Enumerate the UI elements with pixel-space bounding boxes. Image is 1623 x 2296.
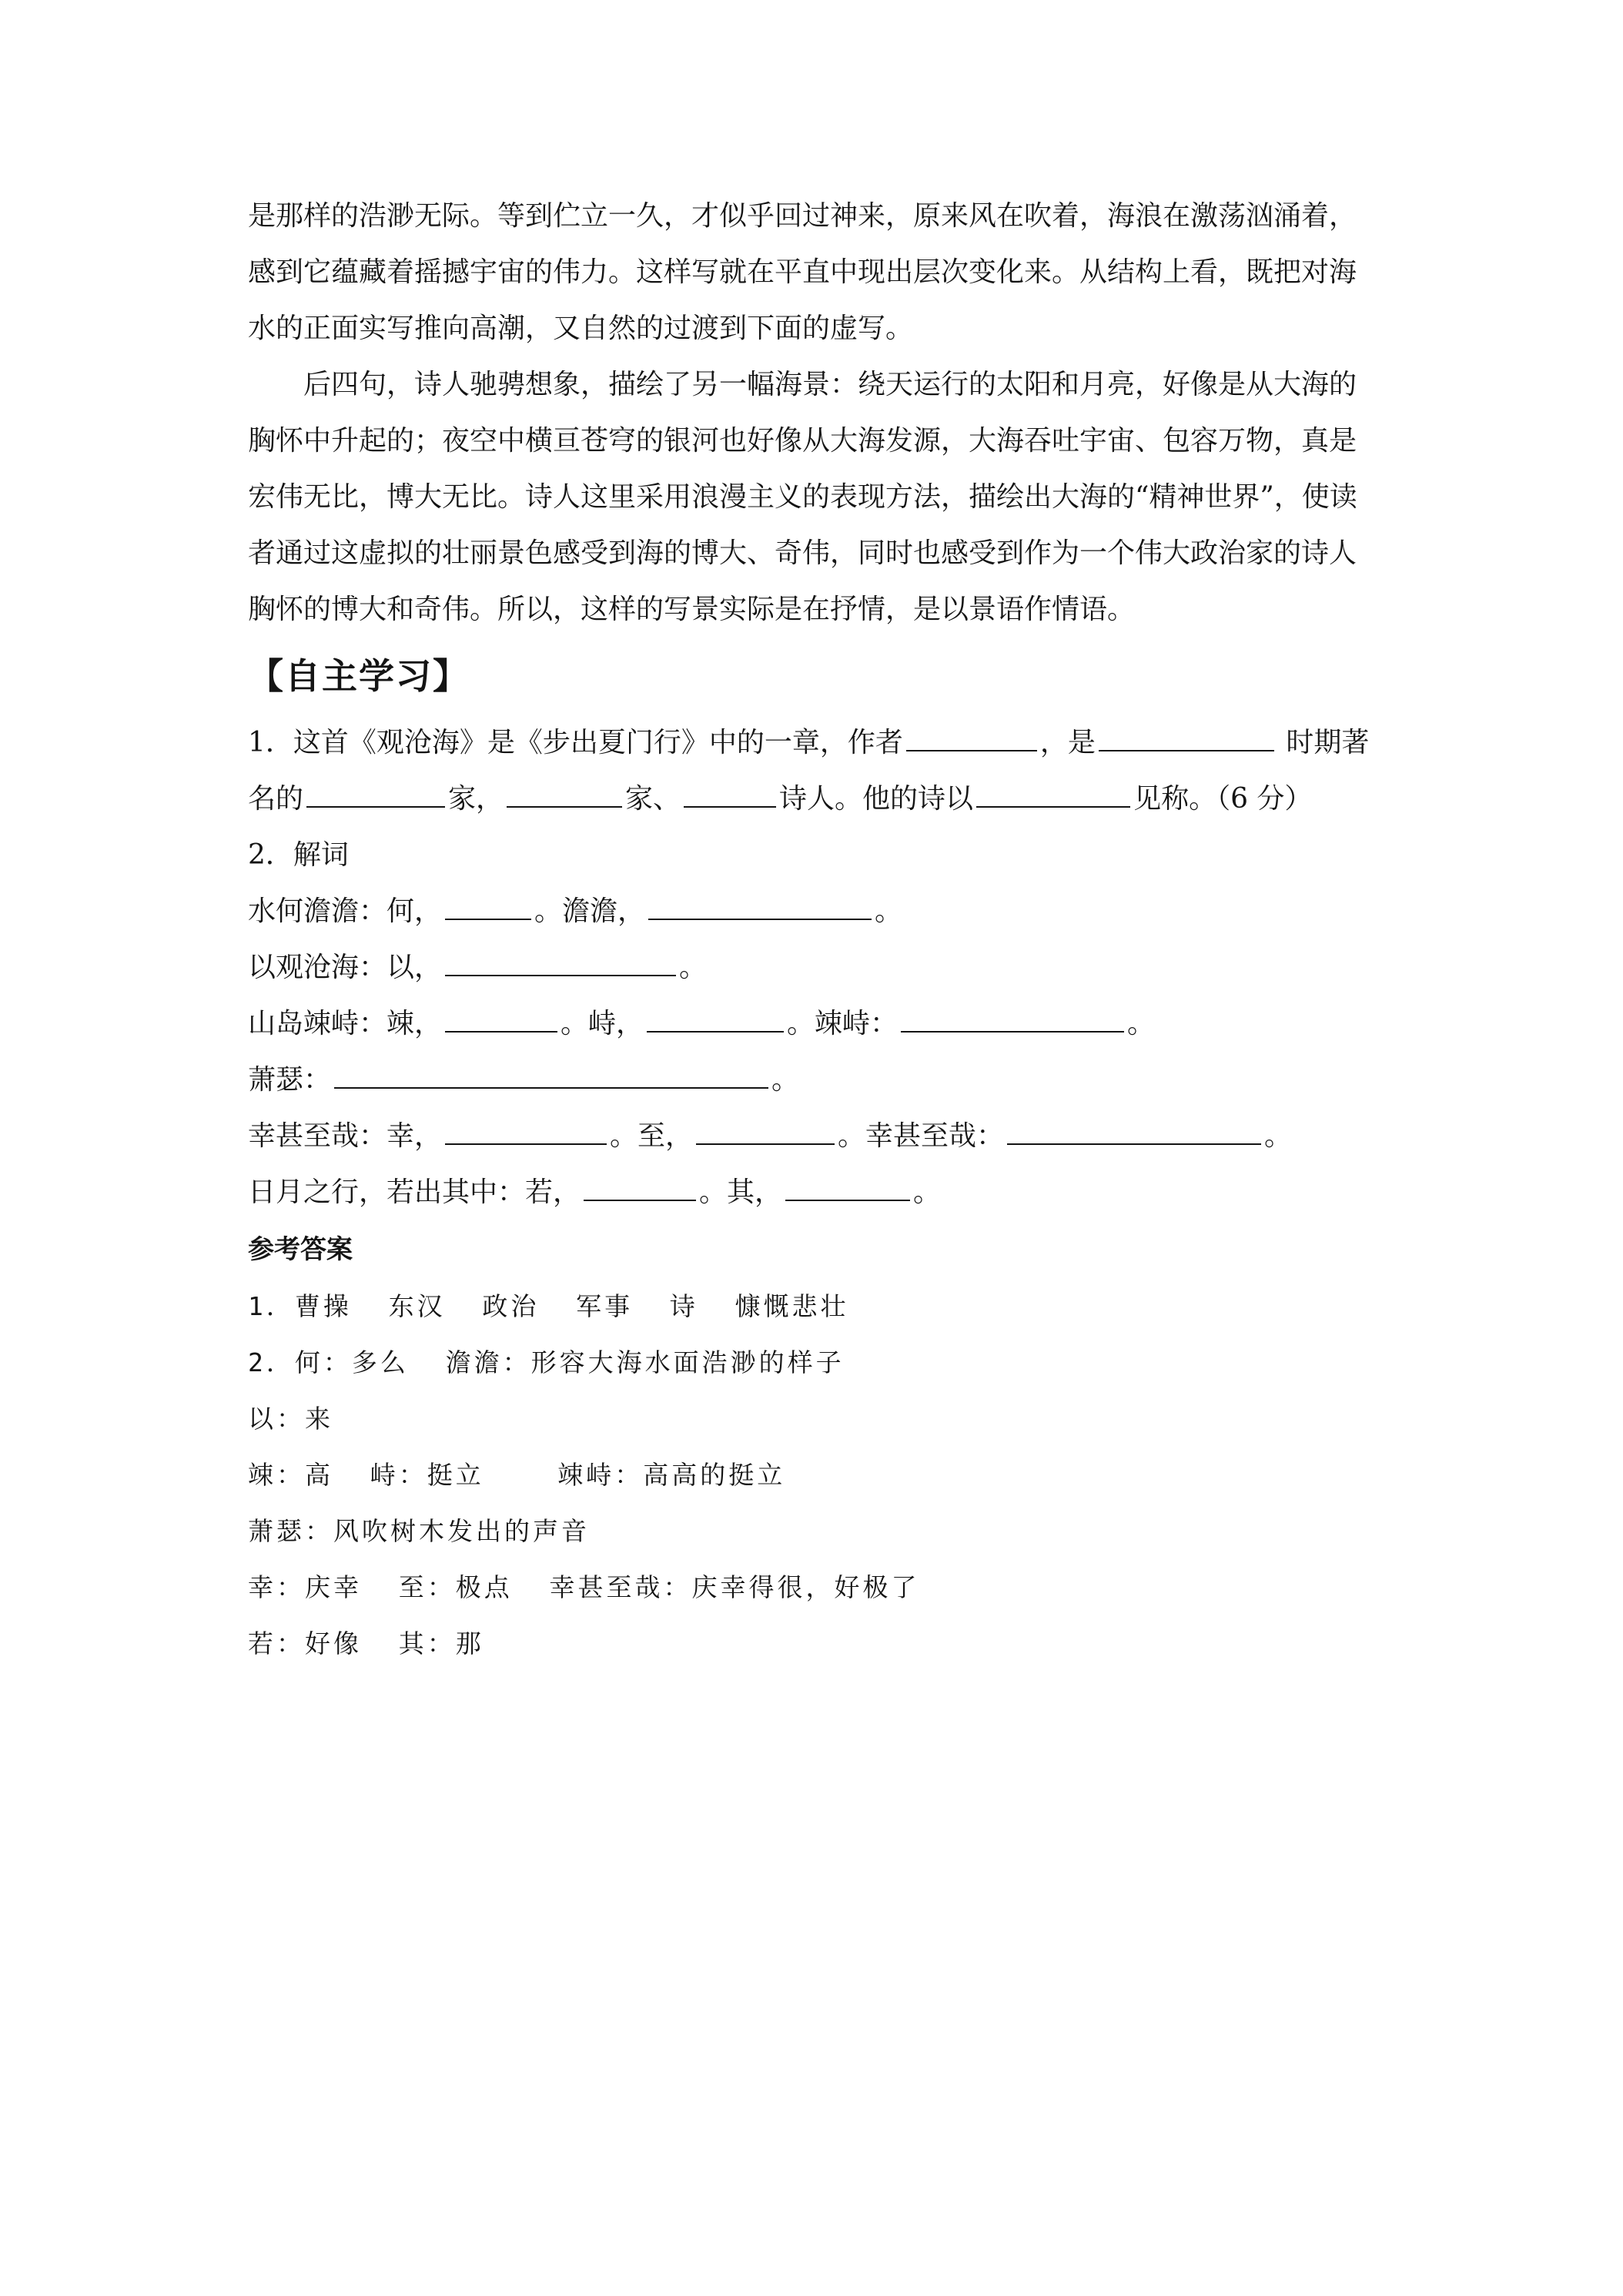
question-text: 名的 bbox=[248, 783, 304, 815]
fill-blank-author[interactable] bbox=[906, 727, 1037, 751]
fill-blank-role-3[interactable] bbox=[684, 783, 776, 808]
question-text: 家， bbox=[448, 783, 504, 815]
fill-blank[interactable] bbox=[334, 1064, 768, 1089]
question-text: 。澹澹， bbox=[534, 895, 646, 927]
answer-line: 若：好像 其：那 bbox=[248, 1628, 484, 1658]
question-1-line-1 bbox=[248, 715, 1384, 771]
question-text: 山岛竦峙：竦， bbox=[248, 1008, 443, 1039]
question-text: 。 bbox=[1127, 1008, 1156, 1039]
answers-title: 参考答案 bbox=[248, 1234, 353, 1265]
paragraph-line: 是那样的浩渺无际。等到伫立一久，才似乎回过神来，原来风在吹着，海浪在激荡汹涌着， bbox=[248, 200, 1357, 232]
fill-blank[interactable] bbox=[901, 1008, 1124, 1033]
question-2-line-1 bbox=[248, 883, 1384, 939]
paragraph-line: 感到它蕴藏着摇撼宇宙的伟力。这样写就在平直中现出层次变化来。从结构上看，既把对海 bbox=[248, 256, 1357, 288]
question-text: 日月之行，若出其中：若， bbox=[248, 1176, 581, 1208]
answer-line: 幸：庆幸 至：极点 幸甚至哉：庆幸得很，好极了 bbox=[248, 1572, 920, 1602]
question-2-line-3 bbox=[248, 996, 1384, 1052]
page-content bbox=[248, 188, 1384, 1672]
question-text: 诗人。他的诗以 bbox=[779, 783, 974, 815]
fill-blank[interactable] bbox=[696, 1120, 835, 1145]
fill-blank-role-2[interactable] bbox=[507, 783, 622, 808]
answer-line: 1．曹操 东汉 政治 军事 诗 慷慨悲壮 bbox=[248, 1291, 849, 1321]
question-text: 。 bbox=[913, 1176, 942, 1208]
paragraph-line: 者通过这虚拟的壮丽景色感受到海的博大、奇伟，同时也感受到作为一个伟大政治家的诗人 bbox=[248, 537, 1357, 569]
question-text: 。竦峙： bbox=[787, 1008, 899, 1039]
question-text: 以观沧海：以， bbox=[248, 952, 443, 983]
question-text: 。 bbox=[771, 1064, 800, 1096]
fill-blank-style[interactable] bbox=[976, 783, 1130, 808]
question-text: 。 bbox=[679, 952, 708, 983]
question-text: 。幸甚至哉： bbox=[838, 1120, 1005, 1152]
paragraph-line: 后四句，诗人驰骋想象，描绘了另一幅海景：绕天运行的太阳和月亮，好像是从大海的 bbox=[303, 369, 1357, 400]
paragraph-line: 胸怀中升起的；夜空中横亘苍穹的银河也好像从大海发源，大海吞吐宇宙、包容万物，真是 bbox=[248, 425, 1357, 457]
fill-blank[interactable] bbox=[445, 1008, 557, 1033]
fill-blank[interactable] bbox=[445, 895, 531, 920]
intro-paragraph-1 bbox=[248, 188, 1384, 356]
question-text: 。 bbox=[1264, 1120, 1293, 1152]
fill-blank[interactable] bbox=[445, 1120, 607, 1145]
question-text: 。峙， bbox=[561, 1008, 644, 1039]
question-text: 时期著 bbox=[1277, 727, 1370, 758]
question-2-line-2 bbox=[248, 939, 1384, 996]
question-text: 。至， bbox=[610, 1120, 694, 1152]
question-text: 1．这首《观沧海》是《步出夏门行》中的一章，作者 bbox=[248, 727, 903, 758]
fill-blank[interactable] bbox=[445, 952, 676, 976]
fill-blank[interactable] bbox=[647, 1008, 784, 1033]
fill-blank[interactable] bbox=[785, 1176, 910, 1201]
fill-blank[interactable] bbox=[1007, 1120, 1261, 1145]
question-text: 家、 bbox=[625, 783, 681, 815]
paragraph-line: 水的正面实写推向高潮，又自然的过渡到下面的虚写。 bbox=[248, 313, 914, 344]
fill-blank[interactable] bbox=[648, 895, 872, 920]
question-1-line-2 bbox=[248, 771, 1384, 827]
fill-blank-role-1[interactable] bbox=[306, 783, 445, 808]
question-text: 水何澹澹：何， bbox=[248, 895, 443, 927]
question-text: 见称。（6 分） bbox=[1133, 783, 1313, 815]
question-text: ，是 bbox=[1039, 727, 1096, 758]
question-text: 。其， bbox=[699, 1176, 783, 1208]
question-2-line-6 bbox=[248, 1164, 1384, 1220]
paragraph-line: 胸怀的博大和奇伟。所以，这样的写景实际是在抒情，是以景语作情语。 bbox=[248, 594, 1136, 625]
answer-line: 以：来 bbox=[248, 1404, 333, 1434]
fill-blank[interactable] bbox=[584, 1176, 696, 1201]
question-text: 幸甚至哉：幸， bbox=[248, 1120, 443, 1152]
question-2-line-5 bbox=[248, 1108, 1384, 1164]
answer-line: 竦：高 峙：挺立 竦峙：高高的挺立 bbox=[248, 1460, 786, 1490]
question-2-title: 2．解词 bbox=[248, 839, 349, 871]
question-text: 。 bbox=[875, 895, 903, 927]
intro-paragraph-2 bbox=[248, 356, 1384, 638]
fill-blank-era[interactable] bbox=[1099, 727, 1274, 751]
answer-line: 2．何：多么 澹澹：形容大海水面浩渺的样子 bbox=[248, 1347, 845, 1377]
answer-line: 萧瑟：风吹树木发出的声音 bbox=[248, 1516, 590, 1546]
paragraph-line: 宏伟无比，博大无比。诗人这里采用浪漫主义的表现方法，描绘出大海的“精神世界”，使读 bbox=[248, 481, 1357, 513]
question-2-line-4 bbox=[248, 1052, 1384, 1108]
section-title: 【自主学习】 bbox=[248, 655, 470, 697]
question-text: 萧瑟： bbox=[248, 1064, 332, 1096]
